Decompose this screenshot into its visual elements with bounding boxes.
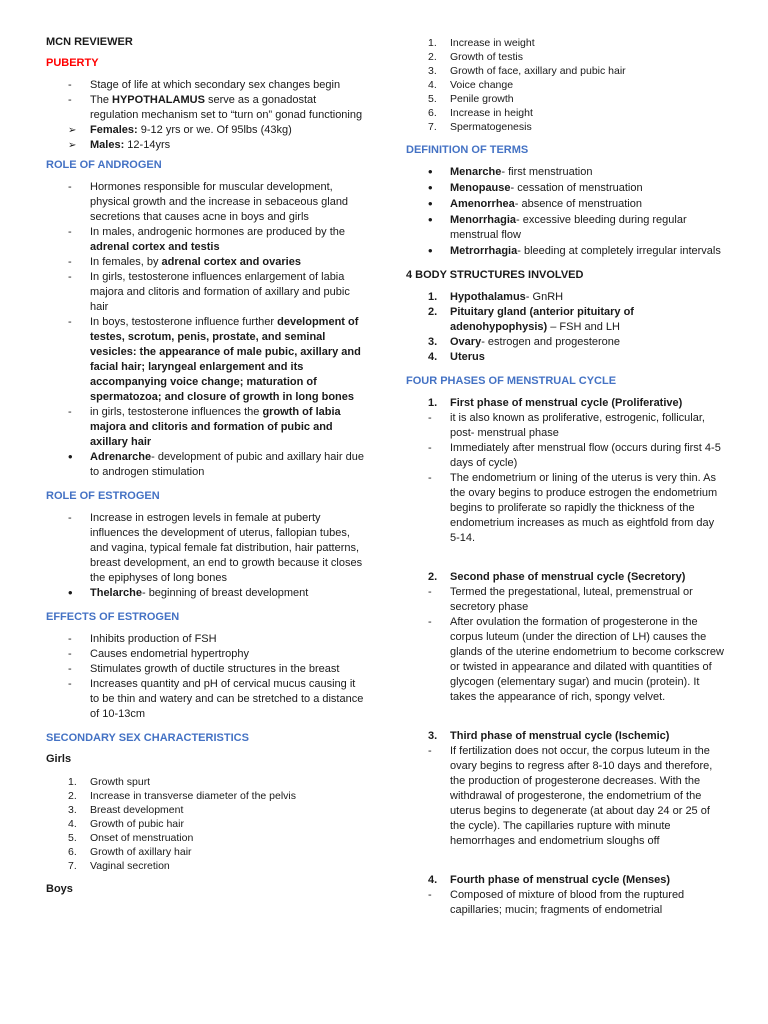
list-marker: - xyxy=(68,271,72,283)
document-title: MCN REVIEWER xyxy=(46,36,133,48)
list-item xyxy=(46,803,364,817)
item-text: in girls, testosterone influences the xyxy=(90,406,263,418)
secondary-heading: SECONDARY SEX CHARACTERISTICS xyxy=(46,732,249,744)
definition-text: - cessation of menstruation xyxy=(510,182,643,194)
structure-item xyxy=(406,290,726,305)
dash-marker: - xyxy=(428,412,432,424)
list-marker: - xyxy=(68,633,72,645)
item-text: Growth of pubic hair xyxy=(90,818,184,830)
girls-label: Girls xyxy=(46,753,72,765)
definition-text: - first menstruation xyxy=(501,166,593,178)
definitions-list xyxy=(406,165,726,259)
item-text: Growth of axillary hair xyxy=(90,846,192,858)
list-item xyxy=(46,270,364,315)
item-text: The xyxy=(90,94,113,106)
phase-point xyxy=(406,471,726,546)
phase-title-text: Third phase of menstrual cycle (Ischemic) xyxy=(450,730,670,742)
item-text: Stage of life at which secondary sex changes begin xyxy=(90,79,341,91)
phase-title xyxy=(406,570,726,585)
list-number: 6. xyxy=(428,107,437,119)
item-text: Hormones responsible for muscular development, physical growth and the increase in sebaceous gland secretions that causes acne in boys and girls xyxy=(90,181,349,223)
list-number: 3. xyxy=(68,804,77,816)
bullet-marker: • xyxy=(428,164,433,179)
phase-spacer xyxy=(406,859,726,873)
phase-point-text: Termed the pregestational, luteal, premenstrual or secretory phase xyxy=(450,586,693,613)
item-text: - development of pubic and axillary hair due to androgen stimulation xyxy=(90,451,364,478)
definition-term: Menopause xyxy=(450,182,511,194)
list-number: 7. xyxy=(68,860,77,872)
right-column xyxy=(406,36,726,928)
phase-point xyxy=(406,441,726,471)
list-marker: - xyxy=(68,79,72,91)
list-item xyxy=(406,120,726,134)
list-number: 2. xyxy=(428,571,438,583)
item-text: Voice change xyxy=(450,79,514,91)
phase-point xyxy=(406,888,726,918)
girls-list xyxy=(46,775,364,873)
phase-spacer xyxy=(406,556,726,570)
dash-marker: - xyxy=(428,472,432,484)
phase-title-text: Second phase of menstrual cycle (Secretory) xyxy=(450,571,686,583)
list-number: 4. xyxy=(68,818,77,830)
list-marker: • xyxy=(68,449,73,464)
phase-title xyxy=(406,873,726,888)
item-bold-text: Males: xyxy=(90,139,125,151)
definition-term: Metrorrhagia xyxy=(450,245,518,257)
list-marker: ➢ xyxy=(68,140,77,151)
list-item xyxy=(46,775,364,789)
list-number: 2. xyxy=(428,51,437,63)
list-marker: - xyxy=(68,663,72,675)
structure-text: – FSH and LH xyxy=(547,321,620,333)
item-text: In boys, testosterone influence further xyxy=(90,316,278,328)
list-item xyxy=(46,831,364,845)
phase-point xyxy=(406,585,726,615)
list-marker: - xyxy=(68,648,72,660)
item-text: Increase in estrogen levels in female at puberty influences the development of uterus, fallopian tubes, and vagina, typical female fat distribution, hair patterns, breast development, an end to growth because it closes the epiphyses of long bones xyxy=(90,512,363,584)
phase-spacer xyxy=(406,715,726,729)
list-item xyxy=(46,123,364,138)
item-text: 12-14yrs xyxy=(124,139,171,151)
item-text: Growth spurt xyxy=(90,776,151,788)
list-marker: - xyxy=(68,94,72,106)
phase-section xyxy=(406,396,726,546)
dash-marker: - xyxy=(428,586,432,598)
effects-heading: EFFECTS OF ESTROGEN xyxy=(46,611,180,623)
list-number: 1. xyxy=(428,291,438,303)
item-bold-text: HYPOTHALAMUS xyxy=(112,94,205,106)
definition-term: Amenorrhea xyxy=(450,198,515,210)
item-text: In males, androgenic hormones are produced by the xyxy=(90,226,345,238)
list-number: 6. xyxy=(68,846,77,858)
phase-point xyxy=(406,615,726,705)
list-marker: - xyxy=(68,256,72,268)
structure-text: - GnRH xyxy=(525,291,564,303)
puberty-heading: PUBERTY xyxy=(46,57,99,69)
list-number: 2. xyxy=(68,790,77,802)
list-marker: - xyxy=(68,226,72,238)
list-marker: - xyxy=(68,316,72,328)
item-text: Breast development xyxy=(90,804,184,816)
item-bold-text: development of testes, scrotum, penis, prostate, and seminal vesicles: the appearance of male pubic, axillary and facial hair; laryngeal enlargement and its accompanying voice change; maturation of spermatozoa; and closure of growth in long bones xyxy=(90,316,361,403)
item-bold-text: Thelarche xyxy=(90,587,142,599)
phase-point-text: Composed of mixture of blood from the ruptured capillaries; mucin; fragments of endometrial xyxy=(450,889,685,916)
phase-point-text: If fertilization does not occur, the corpus luteum in the ovary begins to regress after 8-10 days and therefore, the production of progesterone decreases. With the withdrawal of progesterone, the endometrium of the uterus begins to degenerate (at about day 24 or 25 of the cycle). The capillaries rupture with minute hemorrhages and endometrium sloughs off xyxy=(450,745,713,847)
definition-text: - bleeding at completely irregular intervals xyxy=(517,245,721,257)
item-text: Onset of menstruation xyxy=(90,832,194,844)
definition-item xyxy=(406,213,726,243)
list-number: 3. xyxy=(428,336,438,348)
item-text: Causes endometrial hypertrophy xyxy=(90,648,249,660)
list-number: 2. xyxy=(428,306,438,318)
phase-point-text: Immediately after menstrual flow (occurs during first 4-5 days of cycle) xyxy=(450,442,721,469)
item-bold-text: Adrenarche xyxy=(90,451,152,463)
list-number: 4. xyxy=(428,874,438,886)
list-marker: - xyxy=(68,678,72,690)
list-item xyxy=(46,845,364,859)
bullet-marker: • xyxy=(428,180,433,195)
item-text: Increase in height xyxy=(450,107,533,119)
phase-title-text: First phase of menstrual cycle (Proliferative) xyxy=(450,397,683,409)
list-item xyxy=(406,64,726,78)
dash-marker: - xyxy=(428,889,432,901)
definition-term: Menarche xyxy=(450,166,502,178)
structure-item xyxy=(406,350,726,365)
phase-title xyxy=(406,729,726,744)
list-marker: • xyxy=(68,585,73,600)
item-bold-text: adrenal cortex and ovaries xyxy=(161,256,301,268)
item-text: In girls, testosterone influences enlargement of labia majora and clitoris and formation of axillary and pubic hair xyxy=(90,271,350,313)
list-item xyxy=(46,511,364,586)
item-bold-text: adrenal cortex and testis xyxy=(90,241,220,253)
item-text: Inhibits production of FSH xyxy=(90,633,217,645)
definition-term: Menorrhagia xyxy=(450,214,517,226)
puberty-list xyxy=(46,78,364,153)
list-number: 3. xyxy=(428,730,438,742)
item-bold-text: growth of labia majora and clitoris and formation of pubic and axillary hair xyxy=(90,406,341,448)
boys-label: Boys xyxy=(46,883,73,895)
bullet-marker: • xyxy=(428,196,433,211)
list-marker: - xyxy=(68,512,72,524)
list-number: 4. xyxy=(428,351,438,363)
item-text: Increases quantity and pH of cervical mucus causing it to be thin and watery and can be stretched to a distance of 10-13cm xyxy=(90,678,364,720)
phase-section xyxy=(406,873,726,918)
list-marker: - xyxy=(68,406,72,418)
structure-term: Ovary xyxy=(450,336,482,348)
bullet-marker: • xyxy=(428,212,433,227)
item-text: Increase in transverse diameter of the pelvis xyxy=(90,790,297,802)
definitions-heading: DEFINITION OF TERMS xyxy=(406,144,529,156)
list-item xyxy=(46,662,364,677)
list-item xyxy=(46,138,364,153)
list-item xyxy=(46,93,364,123)
phases-list xyxy=(406,396,726,918)
item-text: Vaginal secretion xyxy=(90,860,170,872)
item-text: serve as a gonadostat regulation mechanism set to “turn on” gonad functioning xyxy=(90,94,363,121)
definition-item xyxy=(406,244,726,259)
list-item xyxy=(46,859,364,873)
list-item xyxy=(46,255,364,270)
structure-item xyxy=(406,335,726,350)
definition-item xyxy=(406,197,726,212)
list-number: 1. xyxy=(68,776,77,788)
list-item xyxy=(46,817,364,831)
list-item xyxy=(46,180,364,225)
dash-marker: - xyxy=(428,745,432,757)
structure-text: - estrogen and progesterone xyxy=(481,336,621,348)
androgen-heading: ROLE OF ANDROGEN xyxy=(46,159,162,171)
definition-text: - excessive bleeding during regular menstrual flow xyxy=(450,214,687,241)
bullet-marker: • xyxy=(428,243,433,258)
item-text: Stimulates growth of ductile structures in the breast xyxy=(90,663,340,675)
item-text: Increase in weight xyxy=(450,37,535,49)
list-item xyxy=(46,78,364,93)
list-item xyxy=(46,450,364,480)
item-text: Growth of face, axillary and pubic hair xyxy=(450,65,626,77)
list-number: 4. xyxy=(428,79,437,91)
phase-section xyxy=(406,729,726,849)
phases-heading: FOUR PHASES OF MENSTRUAL CYCLE xyxy=(406,375,617,387)
list-item xyxy=(46,789,364,803)
definition-item xyxy=(406,165,726,180)
item-text: 9-12 yrs or we. Of 95lbs (43kg) xyxy=(137,124,292,136)
structure-item xyxy=(406,305,726,335)
list-number: 7. xyxy=(428,121,437,133)
phase-title-text: Fourth phase of menstrual cycle (Menses) xyxy=(450,874,671,886)
boys-list xyxy=(406,36,726,134)
dash-marker: - xyxy=(428,616,432,628)
effects-list xyxy=(46,632,364,722)
list-item xyxy=(46,586,364,601)
list-number: 5. xyxy=(68,832,77,844)
phase-section xyxy=(406,570,726,705)
list-number: 5. xyxy=(428,93,437,105)
list-number: 1. xyxy=(428,37,437,49)
list-marker: ➢ xyxy=(68,125,77,136)
list-item xyxy=(406,50,726,64)
estrogen-heading: ROLE OF ESTROGEN xyxy=(46,490,160,502)
list-item xyxy=(406,78,726,92)
list-item xyxy=(46,225,364,255)
list-item xyxy=(46,632,364,647)
list-number: 1. xyxy=(428,397,438,409)
phase-point-text: it is also known as proliferative, estrogenic, follicular, post- menstrual phase xyxy=(450,412,705,439)
list-item xyxy=(406,106,726,120)
structure-term: Hypothalamus xyxy=(450,291,526,303)
list-item xyxy=(46,405,364,450)
item-text: Penile growth xyxy=(450,93,514,105)
list-number: 3. xyxy=(428,65,437,77)
list-item xyxy=(46,647,364,662)
list-marker: - xyxy=(68,181,72,193)
phase-point-text: After ovulation the formation of progesterone in the corpus luteum (under the direction of LH) causes the glands of the uterine endometrium to become corkscrew or twisted in appearance and dilated with quantities of glycogen (elementary sugar) and mucin (protein). It takes the appearance of rich, spongy velvet. xyxy=(450,616,724,703)
list-item xyxy=(406,36,726,50)
list-item xyxy=(406,92,726,106)
item-text: Spermatogenesis xyxy=(450,121,532,133)
item-text: Growth of testis xyxy=(450,51,523,63)
phase-point xyxy=(406,411,726,441)
structures-heading: 4 BODY STRUCTURES INVOLVED xyxy=(406,269,584,281)
item-bold-text: Females: xyxy=(90,124,138,136)
phase-point xyxy=(406,744,726,849)
structure-term: Uterus xyxy=(450,351,485,363)
item-text: In females, by xyxy=(90,256,162,268)
phase-title xyxy=(406,396,726,411)
estrogen-list xyxy=(46,511,364,601)
list-item xyxy=(46,315,364,405)
left-column xyxy=(46,36,364,905)
androgen-list xyxy=(46,180,364,480)
dash-marker: - xyxy=(428,442,432,454)
definition-item xyxy=(406,181,726,196)
definition-text: - absence of menstruation xyxy=(514,198,642,210)
structure-term: Pituitary gland (anterior pituitary of adenohypophysis) xyxy=(450,306,634,333)
list-item xyxy=(46,677,364,722)
structures-list xyxy=(406,290,726,365)
phase-point-text: The endometrium or lining of the uterus is very thin. As the ovary begins to produce estrogen the endometrium begins to proliferate so rapidly the thickness of the endometrium increases as much as eightfold from day 5-14. xyxy=(450,472,718,544)
item-text: - beginning of breast development xyxy=(141,587,309,599)
